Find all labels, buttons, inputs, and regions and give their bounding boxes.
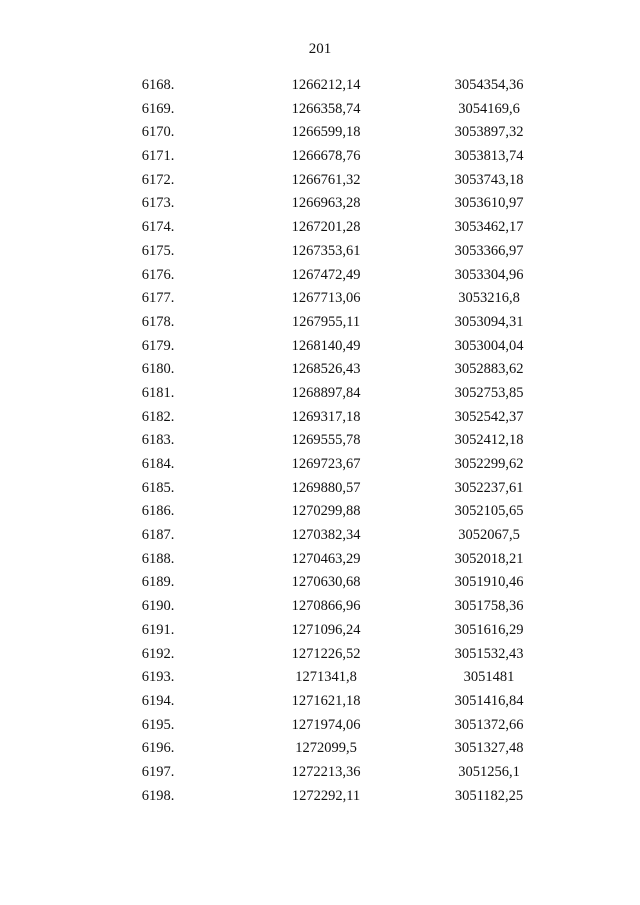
x-coordinate: 1270866,96 [291, 598, 361, 615]
x-coordinate: 1267955,11 [291, 313, 361, 330]
y-coordinate: 3052237,61 [454, 479, 524, 496]
table-row [0, 240, 640, 264]
table-row [0, 714, 640, 738]
y-coordinate: 3053304,96 [454, 266, 524, 283]
point-number: 6171. [141, 148, 175, 165]
x-coordinate: 1266212,14 [291, 77, 361, 93]
table-row [0, 287, 640, 311]
x-coordinate: 1270630,68 [291, 574, 361, 591]
x-coordinate: 1266761,32 [291, 171, 361, 188]
table-row [0, 619, 640, 643]
x-coordinate: 1271226,52 [291, 645, 361, 662]
point-number: 6190. [141, 598, 175, 615]
point-number: 6177. [141, 290, 175, 307]
x-coordinate: 1269555,78 [291, 432, 361, 449]
table-row [0, 666, 640, 690]
point-number: 6193. [141, 669, 175, 686]
y-coordinate: 3054354,36 [454, 77, 524, 93]
x-coordinate: 1267472,49 [291, 266, 361, 283]
x-coordinate: 1269880,57 [291, 479, 361, 496]
table-row [0, 264, 640, 288]
point-number: 6183. [141, 432, 175, 449]
table-row [0, 429, 640, 453]
x-coordinate: 1266599,18 [291, 124, 361, 141]
table-row [0, 500, 640, 524]
x-coordinate: 1271974,06 [291, 716, 361, 733]
y-coordinate: 3053216,8 [458, 290, 520, 307]
x-coordinate: 1269317,18 [291, 408, 361, 425]
x-coordinate: 1272099,5 [295, 740, 357, 757]
x-coordinate: 1271341,8 [295, 669, 357, 686]
y-coordinate: 3051481 [463, 669, 515, 686]
table-row [0, 571, 640, 595]
x-coordinate: 1267353,61 [291, 242, 361, 259]
point-number: 6187. [141, 527, 175, 544]
point-number: 6198. [141, 787, 175, 804]
table-row [0, 145, 640, 169]
y-coordinate: 3052412,18 [454, 432, 524, 449]
page-number: 201 [308, 41, 332, 57]
table-row [0, 98, 640, 122]
y-coordinate: 3051758,36 [454, 598, 524, 615]
point-number: 6191. [141, 621, 175, 638]
y-coordinate: 3054169,6 [458, 100, 520, 117]
table-row [0, 548, 640, 572]
x-coordinate: 1268897,84 [291, 384, 361, 401]
coordinate-table [0, 74, 640, 808]
y-coordinate: 3053462,17 [454, 219, 524, 236]
y-coordinate: 3053004,04 [454, 337, 524, 354]
y-coordinate: 3051327,48 [454, 740, 524, 757]
point-number: 6186. [141, 503, 175, 520]
x-coordinate: 1271621,18 [291, 692, 361, 709]
y-coordinate: 3052753,85 [454, 384, 524, 401]
x-coordinate: 1270299,88 [291, 503, 361, 520]
table-row [0, 382, 640, 406]
y-coordinate: 3052105,65 [454, 503, 524, 520]
y-coordinate: 3052067,5 [458, 527, 520, 544]
x-coordinate: 1267201,28 [291, 219, 361, 236]
y-coordinate: 3052018,21 [454, 550, 524, 567]
point-number: 6176. [141, 266, 175, 283]
table-row [0, 761, 640, 785]
point-number: 6195. [141, 716, 175, 733]
x-coordinate: 1266678,76 [291, 148, 361, 165]
y-coordinate: 3051182,25 [454, 787, 524, 804]
y-coordinate: 3051532,43 [454, 645, 524, 662]
x-coordinate: 1268526,43 [291, 361, 361, 378]
point-number: 6197. [141, 763, 175, 780]
table-row [0, 335, 640, 359]
x-coordinate: 1268140,49 [291, 337, 361, 354]
y-coordinate: 3051910,46 [454, 574, 524, 591]
table-row [0, 785, 640, 809]
point-number: 6189. [141, 574, 175, 591]
y-coordinate: 3053897,32 [454, 124, 524, 141]
point-number: 6182. [141, 408, 175, 425]
point-number: 6173. [141, 195, 175, 212]
point-number: 6169. [141, 100, 175, 117]
point-number: 6185. [141, 479, 175, 496]
table-row [0, 737, 640, 761]
point-number: 6184. [141, 456, 175, 472]
table-row [0, 121, 640, 145]
y-coordinate: 3052299,62 [454, 456, 524, 472]
table-row [0, 216, 640, 240]
x-coordinate: 1269723,67 [291, 456, 361, 472]
y-coordinate: 3051256,1 [458, 763, 520, 780]
table-row [0, 358, 640, 382]
x-coordinate: 1266963,28 [291, 195, 361, 212]
x-coordinate: 1270463,29 [291, 550, 361, 567]
x-coordinate: 1267713,06 [291, 290, 361, 307]
table-row [0, 169, 640, 193]
x-coordinate: 1272292,11 [291, 787, 361, 804]
x-coordinate: 1266358,74 [291, 100, 361, 117]
point-number: 6178. [141, 313, 175, 330]
y-coordinate: 3053610,97 [454, 195, 524, 212]
table-row [0, 74, 640, 98]
x-coordinate: 1272213,36 [291, 763, 361, 780]
point-number: 6175. [141, 242, 175, 259]
point-number: 6170. [141, 124, 175, 141]
table-row [0, 690, 640, 714]
y-coordinate: 3053813,74 [454, 148, 524, 165]
point-number: 6179. [141, 337, 175, 354]
point-number: 6194. [141, 692, 175, 709]
y-coordinate: 3051616,29 [454, 621, 524, 638]
point-number: 6188. [141, 550, 175, 567]
table-row [0, 453, 640, 477]
y-coordinate: 3051372,66 [454, 716, 524, 733]
point-number: 6181. [141, 384, 175, 401]
point-number: 6174. [141, 219, 175, 236]
x-coordinate: 1271096,24 [291, 621, 361, 638]
table-row [0, 595, 640, 619]
y-coordinate: 3051416,84 [454, 692, 524, 709]
table-row [0, 643, 640, 667]
point-number: 6196. [141, 740, 175, 757]
point-number: 6168. [141, 77, 175, 93]
y-coordinate: 3052883,62 [454, 361, 524, 378]
table-row [0, 192, 640, 216]
table-row [0, 477, 640, 501]
y-coordinate: 3053366,97 [454, 242, 524, 259]
point-number: 6172. [141, 171, 175, 188]
table-row [0, 524, 640, 548]
y-coordinate: 3052542,37 [454, 408, 524, 425]
table-row [0, 311, 640, 335]
x-coordinate: 1270382,34 [291, 527, 361, 544]
point-number: 6180. [141, 361, 175, 378]
table-row [0, 406, 640, 430]
point-number: 6192. [141, 645, 175, 662]
y-coordinate: 3053743,18 [454, 171, 524, 188]
y-coordinate: 3053094,31 [454, 313, 524, 330]
